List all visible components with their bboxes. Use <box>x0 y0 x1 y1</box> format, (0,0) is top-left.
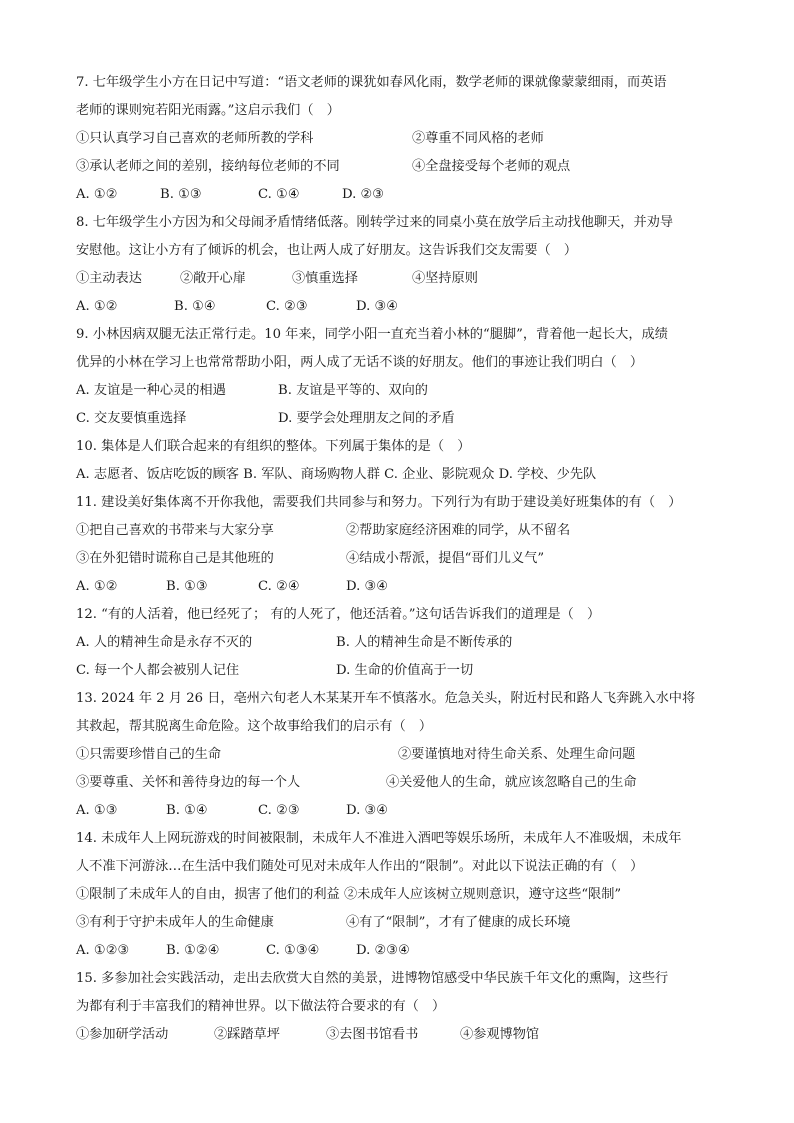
answer-choice-a: A. ①② <box>76 187 118 202</box>
question-stem: 安慰他。这让小方有了倾诉的机会，也让两人成了好朋友。这告诉我们交友需要（ ） <box>76 243 578 258</box>
answer-choice-d: D. ③④ <box>346 803 389 818</box>
answer-choice-b: B. 人的精神生命是不断传承的 <box>336 635 513 650</box>
statement-item: ④全盘接受每个老师的观点 <box>412 159 571 174</box>
statement-item: ①限制了未成年人的自由，损害了他们的利益 ②未成年人应该树立规则意识，遵守这些“限制” <box>76 887 622 902</box>
statement-item: ②要谨慎地对待生命关系、处理生命问题 <box>398 747 636 762</box>
question-stem: 老师的课则宛若阳光雨露。”这启示我们（ ） <box>76 103 340 118</box>
answer-choice-c: C. ②③ <box>258 803 300 818</box>
question-stem: 8. 七年级学生小方因为和父母闹矛盾情绪低落。刚转学过来的同桌小莫在放学后主动找他聊天，并劝导 <box>76 215 674 230</box>
statement-item: ④有了“限制”，才有了健康的成长环境 <box>346 915 571 930</box>
statement-item: ①只认真学习自己喜欢的老师所教的学科 <box>76 131 314 146</box>
answer-choice-a: A. ①②③ <box>76 943 130 958</box>
answer-choice-a: A. ①② <box>76 579 118 594</box>
question-stem: 14. 未成年人上网玩游戏的时间被限制，未成年人不准进入酒吧等娱乐场所，未成年人不准吸烟，未成年 <box>76 831 682 846</box>
answer-choice-a: A. 人的精神生命是永存不灭的 <box>76 635 253 650</box>
question-stem: 9. 小林因病双腿无法正常行走。10 年来，同学小阳一直充当着小林的“腿脚”，背着他一起长大，成绩 <box>76 327 668 342</box>
statement-item: ①主动表达 <box>76 271 142 286</box>
question-stem: 11. 建设美好集体离不开你我他，需要我们共同参与和努力。下列行为有助于建设美好班集体的有（ ） <box>76 495 682 510</box>
answer-choice-c: C. ①④ <box>258 187 300 202</box>
answer-choice-b: B. ①④ <box>174 299 216 314</box>
statement-item: ③去图书馆看书 <box>326 1027 419 1042</box>
question-stem: 12. “有的人活着，他已经死了； 有的人死了，他还活着。”这句话告诉我们的道理是（ ） <box>76 607 601 622</box>
answer-choice-a: A. ①③ <box>76 803 118 818</box>
question-stem: 15. 多参加社会实践活动，走出去欣赏大自然的美景，进博物馆感受中华民族千年文化的熏陶，这些行 <box>76 971 669 986</box>
answer-choice-d: D. ②③④ <box>356 943 410 958</box>
question-stem: 7. 七年级学生小方在日记中写道：“语文老师的课犹如春风化雨，数学老师的课就像蒙蒙细雨，而英语 <box>76 75 667 90</box>
answer-choice-c: C. 每一个人都会被别人记住 <box>76 663 240 678</box>
statement-item: ②尊重不同风格的老师 <box>412 131 544 146</box>
answer-choices: A. 志愿者、饭店吃饭的顾客 B. 军队、商场购物人群 C. 企业、影院观众 D. 学校、少先队 <box>76 467 597 482</box>
answer-choice-b: B. ①③ <box>160 187 202 202</box>
statement-item: ④参观博物馆 <box>460 1027 540 1042</box>
question-stem: 10. 集体是人们联合起来的有组织的整体。下列属于集体的是（ ） <box>76 439 471 454</box>
answer-choice-d: D. ③④ <box>346 579 389 594</box>
statement-item: ①参加研学活动 <box>76 1027 169 1042</box>
answer-choice-b: B. ①③ <box>166 579 208 594</box>
answer-choice-d: D. ③④ <box>356 299 399 314</box>
statement-item: ②帮助家庭经济困难的同学，从不留名 <box>346 523 571 538</box>
answer-choice-d: D. 生命的价值高于一切 <box>336 663 474 678</box>
answer-choice-c: C. ②④ <box>258 579 300 594</box>
answer-choice-c: C. ②③ <box>266 299 308 314</box>
answer-choice-b: B. ①②④ <box>166 943 220 958</box>
statement-item: ③承认老师之间的差别，接纳每位老师的不同 <box>76 159 340 174</box>
statement-item: ④坚持原则 <box>412 271 478 286</box>
statement-item: ④结成小帮派，提倡“哥们儿义气” <box>346 551 545 566</box>
answer-choice-d: D. ②③ <box>342 187 385 202</box>
answer-choice-b: B. ①④ <box>166 803 208 818</box>
question-stem: 人不准下河游泳…在生活中我们随处可见对未成年人作出的“限制”。对此以下说法正确的有（ ） <box>76 859 644 874</box>
answer-choice-a: A. ①② <box>76 299 118 314</box>
statement-item: ③在外犯错时谎称自己是其他班的 <box>76 551 274 566</box>
statement-item: ②敞开心扉 <box>180 271 246 286</box>
statement-item: ①把自己喜欢的书带来与大家分享 <box>76 523 274 538</box>
answer-choice-c: C. ①③④ <box>266 943 320 958</box>
statement-item: ③有利于守护未成年人的生命健康 <box>76 915 274 930</box>
answer-choice-c: C. 交友要慎重选择 <box>76 411 187 426</box>
statement-item: ①只需要珍惜自己的生命 <box>76 747 222 762</box>
statement-item: ③要尊重、关怀和善待身边的每一个人 <box>76 775 301 790</box>
question-stem: 其救起，帮其脱离生命危险。这个故事给我们的启示有（ ） <box>76 719 433 734</box>
answer-choice-b: B. 友谊是平等的、双向的 <box>278 383 428 398</box>
statement-item: ②踩踏草坪 <box>214 1027 280 1042</box>
statement-item: ③慎重选择 <box>292 271 358 286</box>
question-stem: 优异的小林在学习上也常常帮助小阳，两人成了无话不谈的好朋友。他们的事迹让我们明白（ ） <box>76 355 644 370</box>
question-stem: 13. 2024 年 2 月 26 日，亳州六旬老人木某某开车不慎落水。危急关头，附近村民和路人飞奔跳入水中将 <box>76 691 696 706</box>
answer-choice-a: A. 友谊是一种心灵的相遇 <box>76 383 226 398</box>
statement-item: ④关爱他人的生命，就应该忽略自己的生命 <box>386 775 637 790</box>
question-stem: 为都有利于丰富我们的精神世界。以下做法符合要求的有（ ） <box>76 999 446 1014</box>
answer-choice-d: D. 要学会处理朋友之间的矛盾 <box>278 411 455 426</box>
